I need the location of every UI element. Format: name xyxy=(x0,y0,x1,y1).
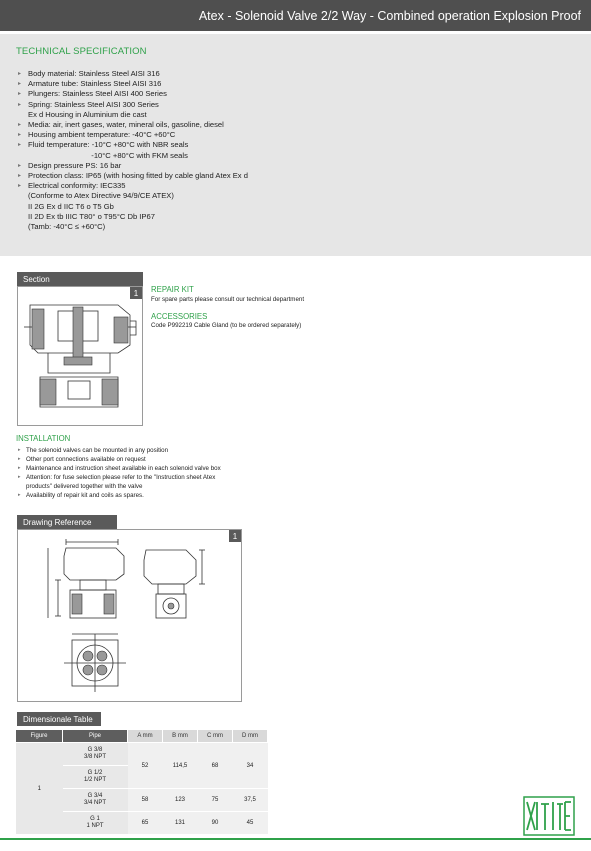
installation-list xyxy=(18,446,221,500)
bullet-arrow-icon: ▸ xyxy=(18,492,21,498)
table-header-cell: Figure xyxy=(16,730,63,743)
spec-item-text: Spring: Stainless Steel AISI 300 Series xyxy=(28,99,159,109)
drawing-reference-tab xyxy=(17,515,117,529)
spec-item xyxy=(18,110,248,120)
bullet-arrow-icon: ▸ xyxy=(18,101,22,108)
installation-item-text: Attention: for fuse selection please refer to the "Instruction sheet Atex xyxy=(26,474,216,481)
bullet-arrow-icon: ▸ xyxy=(18,71,22,77)
spec-item xyxy=(18,181,248,191)
bullet-arrow-icon: ▸ xyxy=(18,162,22,169)
installation-item xyxy=(18,473,221,482)
bullet-arrow-icon: ▸ xyxy=(18,183,22,190)
spec-title: TECHNICAL SPECIFICATION xyxy=(16,46,147,57)
drawing-figure-number: 1 xyxy=(229,530,241,542)
table-header-cell: Pipe xyxy=(63,730,128,743)
spec-item xyxy=(18,212,248,222)
dimension-table xyxy=(16,730,268,834)
dimension-table-tab-label: Dimensionale Table xyxy=(23,714,93,724)
dimension-cell-c: 90 xyxy=(198,812,233,835)
pipe-npt: 1/2 NPT xyxy=(83,777,106,783)
dimension-cell-a: 65 xyxy=(128,812,163,835)
table-header-cell: A mm xyxy=(128,730,163,743)
bullet-arrow-icon: ▸ xyxy=(18,173,22,180)
accessories-title: ACCESSORIES xyxy=(151,312,208,321)
accessories-text: Code P992219 Cable Gland (to be ordered separately) xyxy=(151,322,302,329)
dimension-cell-a: 58 xyxy=(128,789,163,812)
section-tab xyxy=(17,272,143,286)
pipe-size: G 1 xyxy=(90,816,100,822)
valve-section-drawing xyxy=(18,287,142,425)
installation-item-text: Availability of repair kit and coils as spares. xyxy=(26,492,144,499)
spec-item xyxy=(18,202,248,212)
spec-item xyxy=(18,100,248,110)
dimension-cell-c: 75 xyxy=(198,789,233,812)
bullet-arrow-icon: ▸ xyxy=(18,465,21,471)
spec-item-text: Protection class: IP65 (with hosing fitted by cable gland Atex Ex d xyxy=(28,171,248,181)
dimension-cell-d: 34 xyxy=(233,743,268,789)
section-figure-box xyxy=(17,286,143,426)
spec-item-text: Design pressure PS: 16 bar xyxy=(28,160,122,170)
installation-item xyxy=(18,455,221,464)
dimension-cell-d: 37,5 xyxy=(233,789,268,812)
spec-item-text: -10°C +80°C with FKM seals xyxy=(28,150,188,160)
spec-item-text: Fluid temperature: -10°C +80°C with NBR seals xyxy=(28,140,189,150)
table-header-cell: D mm xyxy=(233,730,268,743)
bullet-arrow-icon: ▸ xyxy=(18,142,22,149)
page-header-bar xyxy=(0,0,591,31)
section-tab-label: Section xyxy=(23,274,50,284)
section-figure-number: 1 xyxy=(130,287,142,299)
bullet-arrow-icon: ▸ xyxy=(18,122,22,129)
installation-item-text: Maintenance and instruction sheet available in each solenoid valve box xyxy=(26,465,221,472)
installation-item-text: The solenoid valves can be mounted in any position xyxy=(26,447,169,454)
installation-item xyxy=(18,464,221,473)
bullet-arrow-icon: ▸ xyxy=(18,132,22,139)
pipe-cell xyxy=(63,812,128,835)
spec-item xyxy=(18,151,248,161)
bullet-arrow-icon: ▸ xyxy=(18,456,21,462)
spec-item xyxy=(18,171,248,181)
spec-item xyxy=(18,222,248,232)
footer-accent-line xyxy=(0,838,591,840)
spec-item xyxy=(18,130,248,140)
drawing-reference-tab-label: Drawing Reference xyxy=(23,517,92,527)
spec-item xyxy=(18,79,248,89)
dimension-table-tab xyxy=(17,712,101,726)
bullet-arrow-icon: ▸ xyxy=(18,447,21,453)
pipe-size: G 1/2 xyxy=(87,770,103,776)
pipe-cell xyxy=(63,789,128,812)
bullet-arrow-icon: ▸ xyxy=(18,474,21,480)
installation-item-text: Other port connections available on request xyxy=(26,456,146,463)
spec-item-text: Plungers: Stainless Steel AISI 400 Series xyxy=(28,89,167,99)
bullet-arrow-icon: ▸ xyxy=(18,81,22,88)
spec-item-text: II 2G Ex d IIC T6 o T5 Gb xyxy=(28,201,114,211)
table-header-cell: C mm xyxy=(198,730,233,743)
pipe-npt: 3/8 NPT xyxy=(83,754,106,760)
installation-item xyxy=(18,491,221,500)
pipe-size: G 3/4 xyxy=(87,793,103,799)
figure-cell: 1 xyxy=(16,743,63,835)
valve-dimension-drawing xyxy=(18,530,241,701)
spec-item-text: Housing ambient temperature: -40°C +60°C xyxy=(28,130,176,140)
dimension-cell-d: 45 xyxy=(233,812,268,835)
technical-specification-panel xyxy=(0,34,591,256)
repair-kit-text: For spare parts please consult our technical department xyxy=(151,296,305,303)
dimension-cell-a: 52 xyxy=(128,743,163,789)
spec-item-text: Body material: Stainless Steel AISI 316 xyxy=(28,69,160,78)
spec-item xyxy=(18,140,248,150)
pipe-size: G 3/8 xyxy=(87,747,103,753)
dimension-cell-b: 123 xyxy=(163,789,198,812)
spec-item xyxy=(18,120,248,130)
installation-item xyxy=(18,446,221,455)
spec-item xyxy=(18,191,248,201)
page-title: Atex - Solenoid Valve 2/2 Way - Combined operation Explosion Proof xyxy=(198,8,581,23)
repair-kit-title: REPAIR KIT xyxy=(151,285,194,294)
spec-list xyxy=(18,69,248,232)
spec-item xyxy=(18,69,248,79)
spec-item-text: (Conforme to Atex Directive 94/9/CE ATEX) xyxy=(28,191,174,201)
pipe-npt: 1 NPT xyxy=(86,823,104,829)
dimension-cell-c: 68 xyxy=(198,743,233,789)
spec-item-text: (Tamb: -40°C ≤ +60°C) xyxy=(28,222,106,232)
pipe-npt: 3/4 NPT xyxy=(83,800,106,806)
spec-item-text: Ex d Housing in Aluminium die cast xyxy=(28,109,147,119)
spec-item xyxy=(18,89,248,99)
table-header-cell: B mm xyxy=(163,730,198,743)
dimension-cell-b: 114,5 xyxy=(163,743,198,789)
pipe-cell xyxy=(63,766,128,789)
table-row xyxy=(16,743,268,766)
spec-item-text: II 2D Ex tb IIIC T80° o T95°C Db IP67 xyxy=(28,211,155,221)
installation-title: INSTALLATION xyxy=(16,434,71,443)
dimension-cell-b: 131 xyxy=(163,812,198,835)
installation-item-text: products" delivered together with the valve xyxy=(26,483,143,490)
bullet-arrow-icon: ▸ xyxy=(18,91,22,98)
company-logo xyxy=(523,796,575,836)
spec-item-text: Armature tube: Stainless Steel AISI 316 xyxy=(28,79,162,89)
spec-item xyxy=(18,161,248,171)
spec-item-text: Media: air, inert gases, water, mineral oils, gasoline, diesel xyxy=(28,120,224,130)
drawing-reference-box xyxy=(17,529,242,702)
pipe-cell xyxy=(63,743,128,766)
spec-item-text: Electrical conformity: IEC335 xyxy=(28,181,126,191)
installation-item xyxy=(18,482,221,491)
